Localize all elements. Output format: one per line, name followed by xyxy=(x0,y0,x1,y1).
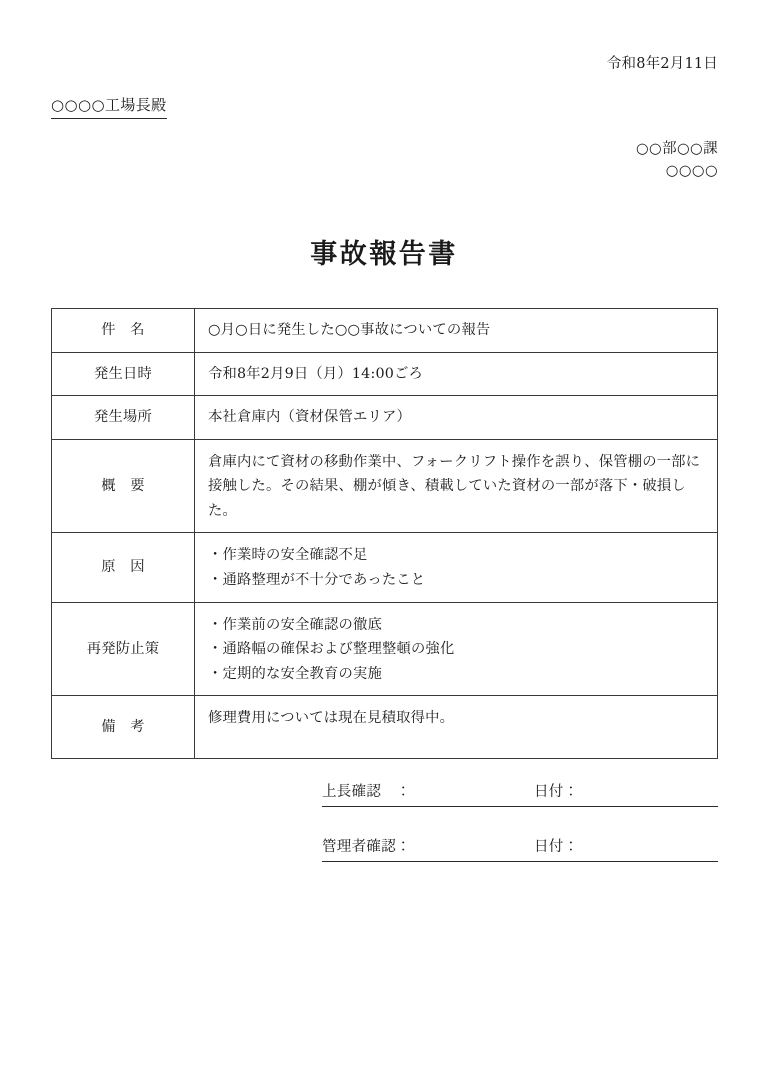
row-value-subject: ○月○日に発生した○○事故についての報告 xyxy=(195,309,718,353)
table-row xyxy=(52,439,718,533)
prevention-list xyxy=(208,613,705,687)
list-item: ・通路幅の確保および整理整頓の強化 xyxy=(208,641,455,658)
row-label-location xyxy=(52,396,195,440)
row-label-prevention xyxy=(52,602,195,696)
signature-row-manager xyxy=(322,825,718,862)
row-label-datetime xyxy=(52,352,195,396)
signature-block xyxy=(322,770,718,880)
list-item: ・通路整理が不十分であったこと xyxy=(208,572,426,589)
list-item: ・作業時の安全確認不足 xyxy=(208,547,368,564)
sender-name: ○○○○ xyxy=(665,163,718,180)
summary-text: 倉庫内にて資材の移動作業中、フォークリフト操作を誤り、保管棚の一部に接触した。その結果、棚が傾き、積載していた資材の一部が落下・破損した。 xyxy=(208,453,701,519)
row-value-datetime: 令和8年2月9日（月）14:00ごろ xyxy=(195,352,718,396)
supervisor-date-label: 日付： xyxy=(534,784,579,800)
table-row xyxy=(52,602,718,696)
label-text: 備 考 xyxy=(101,719,145,736)
label-text: 原 因 xyxy=(101,559,145,576)
document-date: 令和8年2月11日 xyxy=(606,56,718,72)
row-label-subject xyxy=(52,309,195,353)
label-text: 件 名 xyxy=(101,322,145,338)
page-title: 事故報告書 xyxy=(310,239,458,270)
table-row xyxy=(52,696,718,759)
table-row xyxy=(52,396,718,440)
row-label-summary xyxy=(52,439,195,533)
row-label-cause xyxy=(52,533,195,602)
label-text: 発生場所 xyxy=(94,409,152,426)
accident-report-table xyxy=(51,308,718,759)
row-value-cause xyxy=(195,533,718,602)
label-text: 発生日時 xyxy=(94,365,152,382)
table-row xyxy=(52,309,718,353)
cause-list xyxy=(208,543,705,592)
signature-row-supervisor xyxy=(322,770,718,807)
label-text: 再発防止策 xyxy=(86,640,160,657)
recipient-line: ○○○○工場長殿 xyxy=(51,94,167,119)
sender-block xyxy=(636,138,718,183)
supervisor-approval-label: 上長確認 ： xyxy=(322,784,411,800)
row-value-summary xyxy=(195,439,718,533)
row-label-remarks xyxy=(52,696,195,759)
list-item: ・定期的な安全教育の実施 xyxy=(208,665,382,682)
label-text: 概 要 xyxy=(101,477,145,494)
table-row xyxy=(52,533,718,602)
manager-date-label: 日付： xyxy=(534,839,579,855)
row-value-location: 本社倉庫内（資材保管エリア） xyxy=(195,396,718,440)
sender-department: ○○部○○課 xyxy=(635,141,718,157)
row-value-prevention xyxy=(195,602,718,696)
manager-approval-label: 管理者確認： xyxy=(322,839,411,855)
list-item: ・作業前の安全確認の徹底 xyxy=(208,616,382,633)
row-value-remarks: 修理費用については現在見積取得中。 xyxy=(195,696,718,759)
table-row xyxy=(52,352,718,396)
